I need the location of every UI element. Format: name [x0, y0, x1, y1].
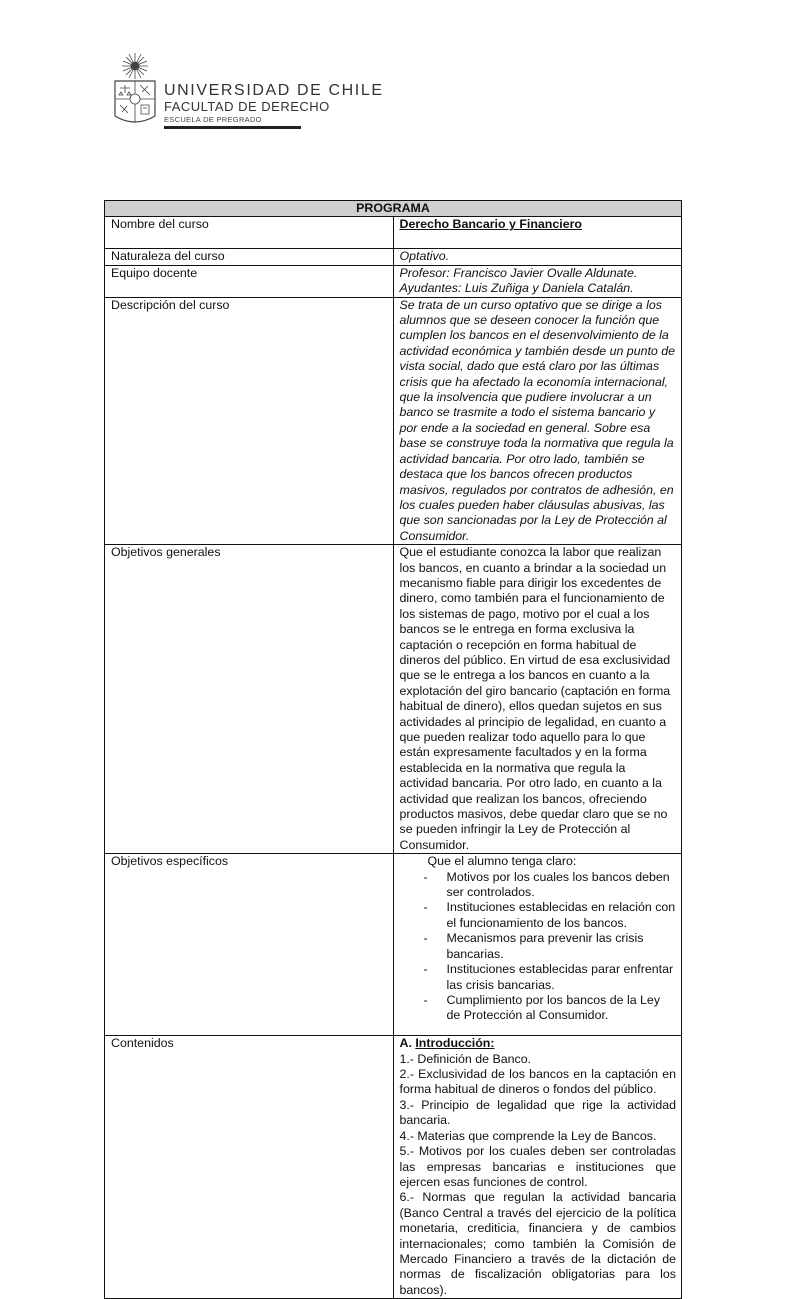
section-title: Introducción:: [415, 1036, 495, 1051]
faculty-name: FACULTAD DE DERECHO: [164, 99, 330, 114]
teaching-team: [393, 265, 682, 297]
table-row-descripcion: [105, 297, 682, 545]
list-item-text: Instituciones establecidas parar enfrentar las crisis bancarias.: [446, 962, 674, 992]
course-name: Derecho Bancario y Financiero: [393, 217, 682, 249]
table-row-objetivos-especificos: [105, 854, 682, 1036]
dash-bullet: -: [423, 992, 428, 1007]
dash-bullet: -: [423, 962, 428, 977]
row-label: Equipo docente: [105, 265, 394, 297]
specific-objectives: [393, 854, 682, 1036]
table-title: PROGRAMA: [105, 201, 682, 217]
course-contents: [393, 1036, 682, 1299]
table-row-objetivos-generales: [105, 545, 682, 854]
row-label: Contenidos: [105, 1036, 394, 1299]
programa-table: [104, 200, 682, 1299]
list-item-text: Motivos por los cuales los bancos deben ser controlados.: [446, 869, 670, 900]
dash-bullet: -: [423, 931, 428, 946]
row-label: Objetivos generales: [105, 545, 394, 854]
table-row-naturaleza: [105, 249, 682, 265]
list-item: [400, 962, 677, 993]
dash-bullet: -: [423, 869, 428, 884]
header-divider: [164, 126, 301, 129]
contents-item: 3.- Principio de legalidad que rige la actividad bancaria.: [399, 1097, 676, 1128]
contents-item: 6.- Normas que regulan la actividad bancaria (Banco Central a través del ejercicio de la política monetaria, crediticia, financiera y de cambios internacionales; como también la Comisión de Mercado Financiero a través de la dictación de normas de fiscalización obligatorias para los bancos).: [399, 1190, 676, 1297]
row-label: Objetivos específicos: [105, 854, 394, 1036]
list-item-text: Instituciones establecidas en relación con el funcionamiento de los bancos.: [446, 900, 676, 930]
contents-item: 1.- Definición de Banco.: [399, 1051, 532, 1066]
document-header: [112, 52, 384, 132]
contents-item: 2.- Exclusividad de los bancos en la captación en forma habitual de dineros o fondos del público.: [399, 1067, 676, 1097]
list-item-text: Mecanismos para prevenir las crisis bancarias.: [446, 931, 644, 961]
contents-item: 5.- Motivos por los cuales deben ser controladas las empresas bancarias e instituciones que ejercen esas funciones de control.: [399, 1144, 676, 1189]
university-name: UNIVERSIDAD DE CHILE: [164, 82, 384, 99]
table-title-row: [105, 201, 682, 217]
contents-section-heading: [400, 1036, 677, 1051]
row-label: Naturaleza del curso: [105, 249, 394, 265]
university-crest-icon: [112, 52, 158, 128]
list-item: [400, 870, 677, 901]
professor: Profesor: Francisco Javier Ovalle Aldunate.: [399, 265, 638, 280]
table-row-nombre: [105, 217, 682, 249]
list-item: [400, 900, 677, 931]
objectives-intro: Que el alumno tenga claro:: [427, 854, 577, 869]
course-nature: Optativo.: [393, 249, 682, 265]
list-item: [400, 993, 677, 1024]
table-row-contenidos: [105, 1036, 682, 1299]
section-prefix: A.: [399, 1036, 416, 1051]
general-objectives: Que el estudiante conozca la labor que realizan los bancos, en cuanto a brindar a la sociedad un mecanismo fiable para dirigir los excedentes de dinero, como también para el funcionamiento de los sistemas de pago, motivo por el cual a los bancos se le entrega en forma exclusiva la captación o recepción en forma habitual de dineros del público. En virtud de esa exclusividad que se le entrega a los bancos en cuanto a la explotación del giro bancario (captación en forma habitual de dinero), ellos quedan sujetos en sus actividades al principio de legalidad, en cuanto a que pueden realizar todo aquello para lo que están expresamente facultados y en la forma establecida en la normativa que regula la actividad bancaria. Por otro lado, en cuanto a la actividad que realizan los bancos, ofreciendo productos masivos, debe quedar claro que se no se pueden infringir la Ley de Protección al Consumidor.: [393, 545, 682, 854]
row-label: Descripción del curso: [105, 297, 394, 545]
list-item: [400, 931, 677, 962]
objectives-list: [400, 870, 677, 1024]
row-label: Nombre del curso: [105, 217, 394, 249]
school-name: ESCUELA DE PREGRADO: [164, 115, 262, 124]
course-description: Se trata de un curso optativo que se dirige a los alumnos que se deseen conocer la función que cumplen los bancos en el desenvolvimiento de la actividad económica y también desde un punto de vista social, dado que está claro por las últimas crisis que ha afectado la economía internacional, que la insolvencia que pudiere involucrar a un banco se trasmite a todo el sistema bancario y por ende a la sociedad en general. Sobre esa base se construye toda la normativa que regula la actividad bancaria. Por otro lado, también se destaca que los bancos ofrecen productos masivos, regulados por contratos de adhesión, en los cuales pueden haber cláusulas abusivas, las que son sancionadas por la Ley de Protección al Consumidor.: [393, 297, 682, 545]
assistants: Ayudantes: Luis Zuñiga y Daniela Catalán.: [399, 281, 634, 296]
table-row-equipo: [105, 265, 682, 297]
contents-item: 4.- Materias que comprende la Ley de Bancos.: [399, 1128, 657, 1143]
dash-bullet: -: [423, 900, 428, 915]
list-item-text: Cumplimiento por los bancos de la Ley de Protección al Consumidor.: [446, 992, 661, 1023]
